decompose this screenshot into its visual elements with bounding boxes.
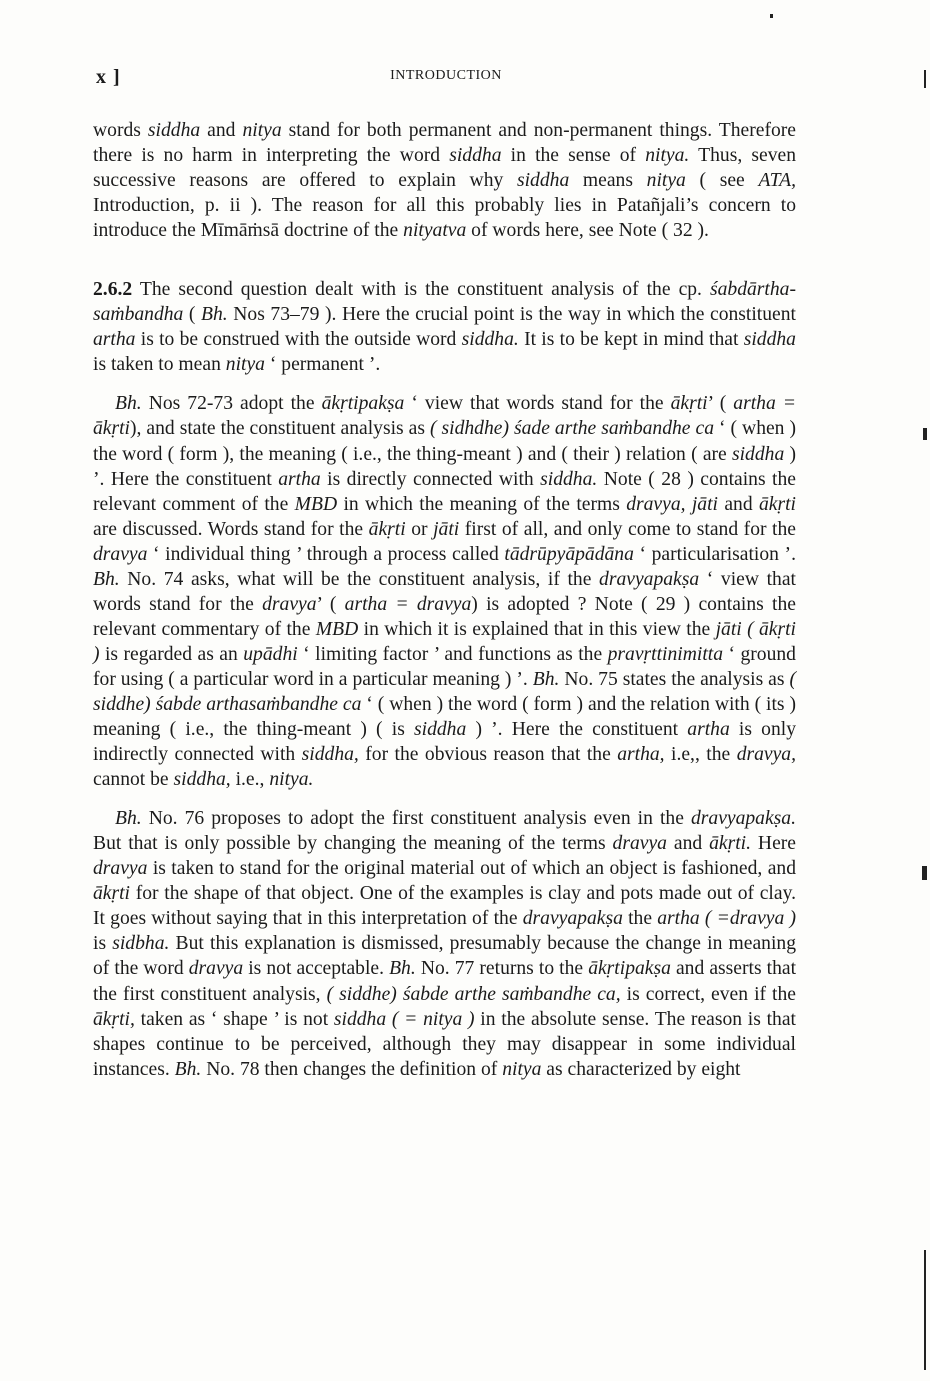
- body-text: [93, 118, 796, 1082]
- scan-mark-top: [770, 14, 773, 18]
- page-number: x ]: [96, 66, 121, 88]
- paragraph-3: Bh. Nos 72-73 adopt the ākṛtipakṣa ‘ view that words stand for the ākṛti’ ( artha = ākṛti), and state the constituent analysis as ( sidhdhe) śade arthe saṁbandhe ca ‘ ( when ) the word ( form ), the meaning ( i.e., the thing-meant ) and ( their ) relation ( are siddha ) ’. Here the constituent artha is directly connected with siddha. Note ( 28 ) contains the relevant comment of the MBD in which the meaning of the terms dravya, jāti and ākṛti are discussed. Words stand for the ākṛti or jāti first of all, and only come to stand for the dravya ‘ individual thing ’ through a process called tādrūpyāpādāna ‘ particularisation ’. Bh. No. 74 asks, what will be the constituent analysis, if the dravyapakṣa ‘ view that words stand for the dravya’ ( artha = dravya) is adopted ? Note ( 29 ) contains the relevant commentary of the MBD in which it is explained that in this view the jāti ( ākṛti ) is regarded as an upādhi ‘ limiting factor ’ and functions as the pravṛttinimitta ‘ ground for using ( a particular word in a particular meaning ) ’. Bh. No. 75 states the analysis as ( siddhe) śabde arthasaṁbandhe ca ‘ ( when ) the word ( form ) and the relation with ( its ) meaning ( i.e., the thing-meant ) ( is siddha ) ’. Here the constituent artha is only indirectly connected with siddha, for the obvious reason that the artha, i.e,, the dravya, cannot be siddha, i.e., nitya.: [93, 393, 797, 791]
- paragraph-1: words siddha and nitya stand for both permanent and non-permanent things. Therefore there is no harm in interpreting the word siddha in the sense of nitya. Thus, seven successive reasons are offered to explain why siddha means nitya ( see ATA, Introduction, p. ii ). The reason for all this probably lies in Patañjali’s concern to introduce the Mīmāṁsā doctrine of the nityatva of words here, see Note ( 32 ).: [93, 120, 797, 242]
- running-head: INTRODUCTION: [390, 68, 502, 83]
- scan-mark-1: [924, 70, 926, 88]
- scan-mark-4: [924, 1250, 926, 1370]
- scan-mark-2: [923, 428, 927, 440]
- paragraph-4: Bh. No. 76 proposes to adopt the first constituent analysis even in the dravyapakṣa. But that is only possible by changing the meaning of the terms dravya and ākṛti. Here dravya is taken to stand for the original material out of which an object is fashioned, and ākṛti for the shape of that object. One of the examples is clay and pots made out of clay. It goes without saying that in this interpretation of the dravyapakṣa the artha ( =dravya ) is sidbha. But this explanation is dismissed, presumably because the change in meaning of the word dravya is not acceptable. Bh. No. 77 returns to the ākṛtipakṣa and asserts that the first constituent analysis, ( siddhe) śabde arthe saṁbandhe ca, is correct, even if the ākṛti, taken as ‘ shape ’ is not siddha ( = nitya ) in the absolute sense. The reason is that shapes continue to be perceived, although they may disappear in some individual instances. Bh. No. 78 then changes the definition of nitya as characterized by eight: [93, 808, 797, 1080]
- paragraph-2-6-2: 2.6.2 The second question dealt with is the constituent analysis of the cp. śabdārtha-saṁbandha ( Bh. Nos 73–79 ). Here the crucial point is the way in which the constituent artha is to be construed with the outside word siddha. It is to be kept in mind that siddha is taken to mean nitya ‘ permanent ’.: [93, 279, 796, 376]
- scan-mark-3: [922, 866, 927, 880]
- page-header: [96, 66, 796, 90]
- section-number: 2.6.2: [93, 279, 133, 301]
